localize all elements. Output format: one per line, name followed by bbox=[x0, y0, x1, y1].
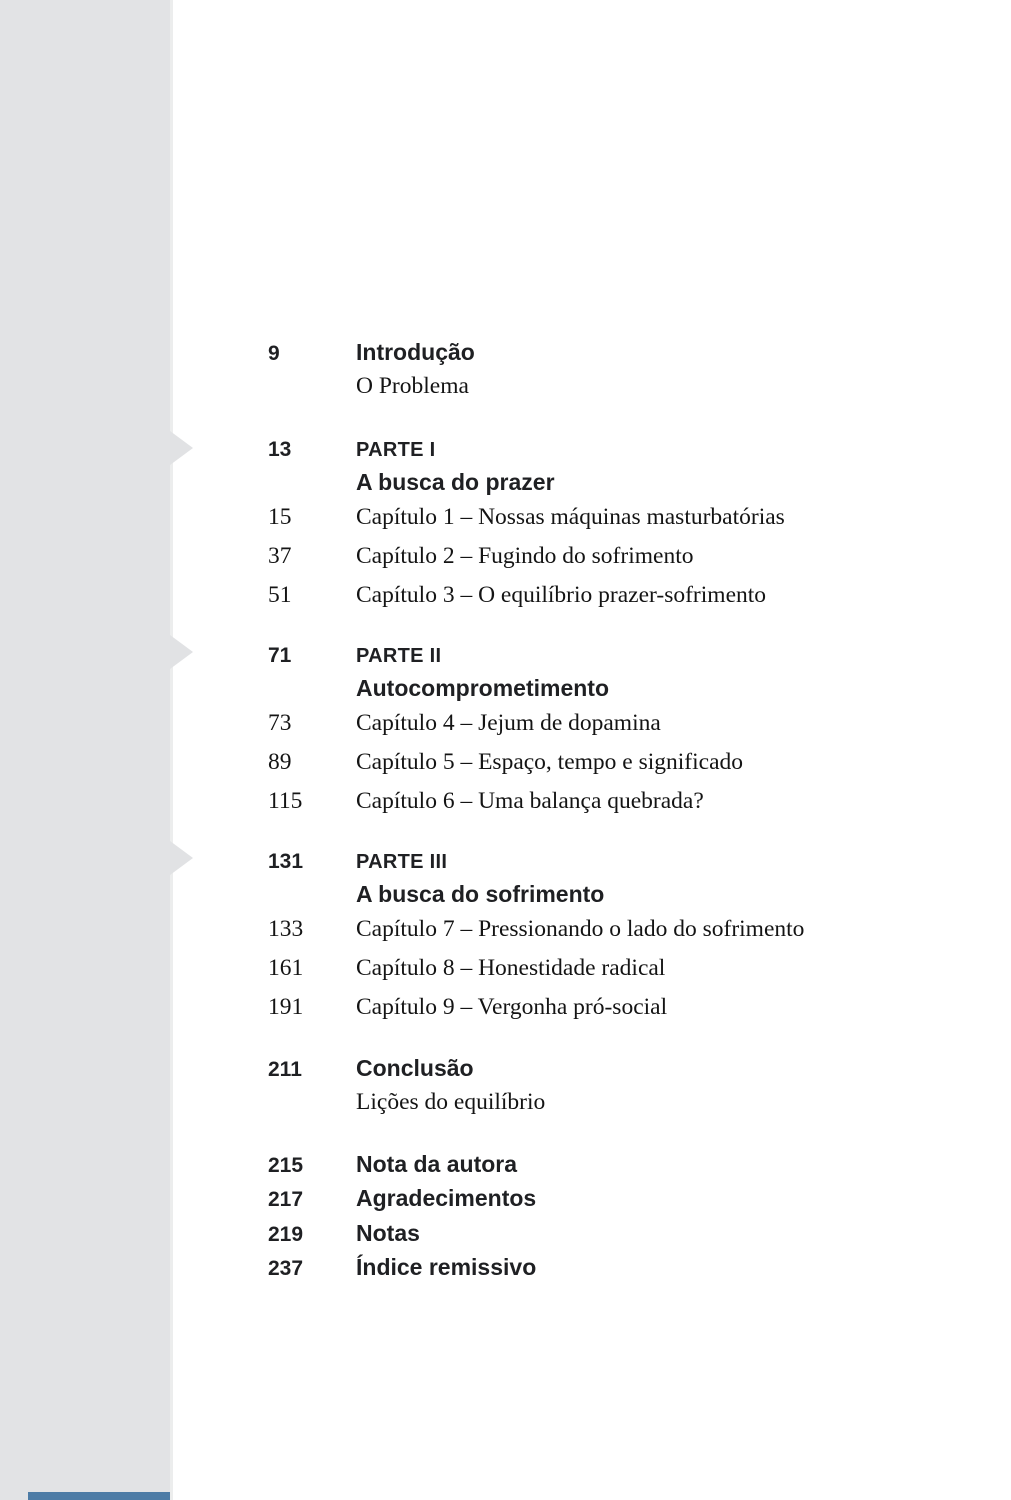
toc-chapter-row bbox=[268, 949, 971, 988]
toc-section-introducao bbox=[268, 336, 971, 402]
section-arrow-icon bbox=[170, 635, 193, 669]
part-kicker: PARTE II bbox=[356, 645, 442, 667]
chapter-title: Capítulo 5 – Espaço, tempo e significado bbox=[356, 749, 744, 775]
part-title: A busca do sofrimento bbox=[356, 881, 605, 907]
toc-chapter-row bbox=[268, 782, 971, 821]
toc-heading-row bbox=[268, 640, 971, 672]
toc-chapter-row bbox=[268, 498, 971, 537]
toc-chapter-row bbox=[268, 988, 971, 1027]
toc-backmatter bbox=[268, 1148, 971, 1286]
page-number: 51 bbox=[268, 582, 292, 608]
chapter-title: Capítulo 6 – Uma balança quebrada? bbox=[356, 788, 704, 814]
section-title: Introdução bbox=[356, 339, 475, 365]
backmatter-title: Notas bbox=[356, 1219, 420, 1246]
section-subtitle: O Problema bbox=[356, 373, 469, 399]
toc-chapter-row bbox=[268, 910, 971, 949]
toc-subheading-row bbox=[268, 370, 971, 402]
toc-backmatter-row bbox=[268, 1182, 971, 1216]
toc-heading-row bbox=[268, 434, 971, 466]
section-arrow-icon bbox=[170, 431, 193, 465]
chapter-title: Capítulo 3 – O equilíbrio prazer-sofrimento bbox=[356, 582, 767, 608]
toc-section-conclusao bbox=[268, 1052, 971, 1118]
chapter-title: Capítulo 4 – Jejum de dopamina bbox=[356, 710, 661, 736]
part-kicker: PARTE III bbox=[356, 851, 448, 873]
chapter-title: Capítulo 9 – Vergonha pró-social bbox=[356, 994, 668, 1020]
part-kicker: PARTE I bbox=[356, 439, 436, 461]
page-number: 211 bbox=[268, 1058, 302, 1081]
toc-backmatter-row bbox=[268, 1217, 971, 1251]
page-number: 219 bbox=[268, 1222, 304, 1246]
page-number: 131 bbox=[268, 850, 304, 873]
toc-subheading-row bbox=[268, 466, 971, 498]
backmatter-title: Agradecimentos bbox=[356, 1185, 537, 1212]
page-number: 115 bbox=[268, 788, 303, 814]
toc-chapter-row bbox=[268, 576, 971, 615]
section-subtitle: Lições do equilíbrio bbox=[356, 1089, 546, 1115]
toc-subheading-row bbox=[268, 878, 971, 910]
toc-section-parte-ii bbox=[268, 640, 971, 821]
section-arrow-icon bbox=[170, 841, 193, 875]
toc-section-parte-iii bbox=[268, 846, 971, 1027]
page-number: 161 bbox=[268, 955, 304, 981]
chapter-title: Capítulo 7 – Pressionando o lado do sofrimento bbox=[356, 916, 805, 942]
toc-backmatter-row bbox=[268, 1148, 971, 1182]
chapter-title: Capítulo 1 – Nossas máquinas masturbatórias bbox=[356, 504, 785, 530]
backmatter-title: Nota da autora bbox=[356, 1151, 518, 1177]
page-number: 191 bbox=[268, 994, 304, 1020]
part-title: Autocomprometimento bbox=[356, 675, 609, 701]
toc-chapter-row bbox=[268, 743, 971, 782]
page-number: 13 bbox=[268, 438, 292, 461]
page-number: 73 bbox=[268, 710, 292, 736]
toc-backmatter-row bbox=[268, 1251, 971, 1285]
toc-subheading-row bbox=[268, 672, 971, 704]
toc-heading-row bbox=[268, 336, 971, 370]
backmatter-title: Índice remissivo bbox=[356, 1254, 537, 1281]
chapter-title: Capítulo 8 – Honestidade radical bbox=[356, 955, 666, 981]
page-number: 71 bbox=[268, 644, 292, 667]
section-title: Conclusão bbox=[356, 1055, 474, 1081]
left-margin-band bbox=[0, 0, 173, 1500]
page-number: 215 bbox=[268, 1154, 304, 1177]
toc-heading-row bbox=[268, 1052, 971, 1086]
toc-section-parte-i bbox=[268, 434, 971, 615]
chapter-title: Capítulo 2 – Fugindo do sofrimento bbox=[356, 543, 694, 569]
toc-chapter-row bbox=[268, 704, 971, 743]
toc-heading-row bbox=[268, 846, 971, 878]
bottom-blue-strip bbox=[28, 1492, 170, 1500]
part-title: A busca do prazer bbox=[356, 469, 555, 495]
toc-chapter-row bbox=[268, 537, 971, 576]
page-number: 9 bbox=[268, 342, 280, 365]
page-number: 237 bbox=[268, 1257, 304, 1281]
page-number: 15 bbox=[268, 504, 292, 530]
page-number: 133 bbox=[268, 916, 304, 942]
toc-subheading-row bbox=[268, 1086, 971, 1118]
page-number: 89 bbox=[268, 749, 292, 775]
page-number: 217 bbox=[268, 1188, 304, 1212]
page-number: 37 bbox=[268, 543, 292, 569]
